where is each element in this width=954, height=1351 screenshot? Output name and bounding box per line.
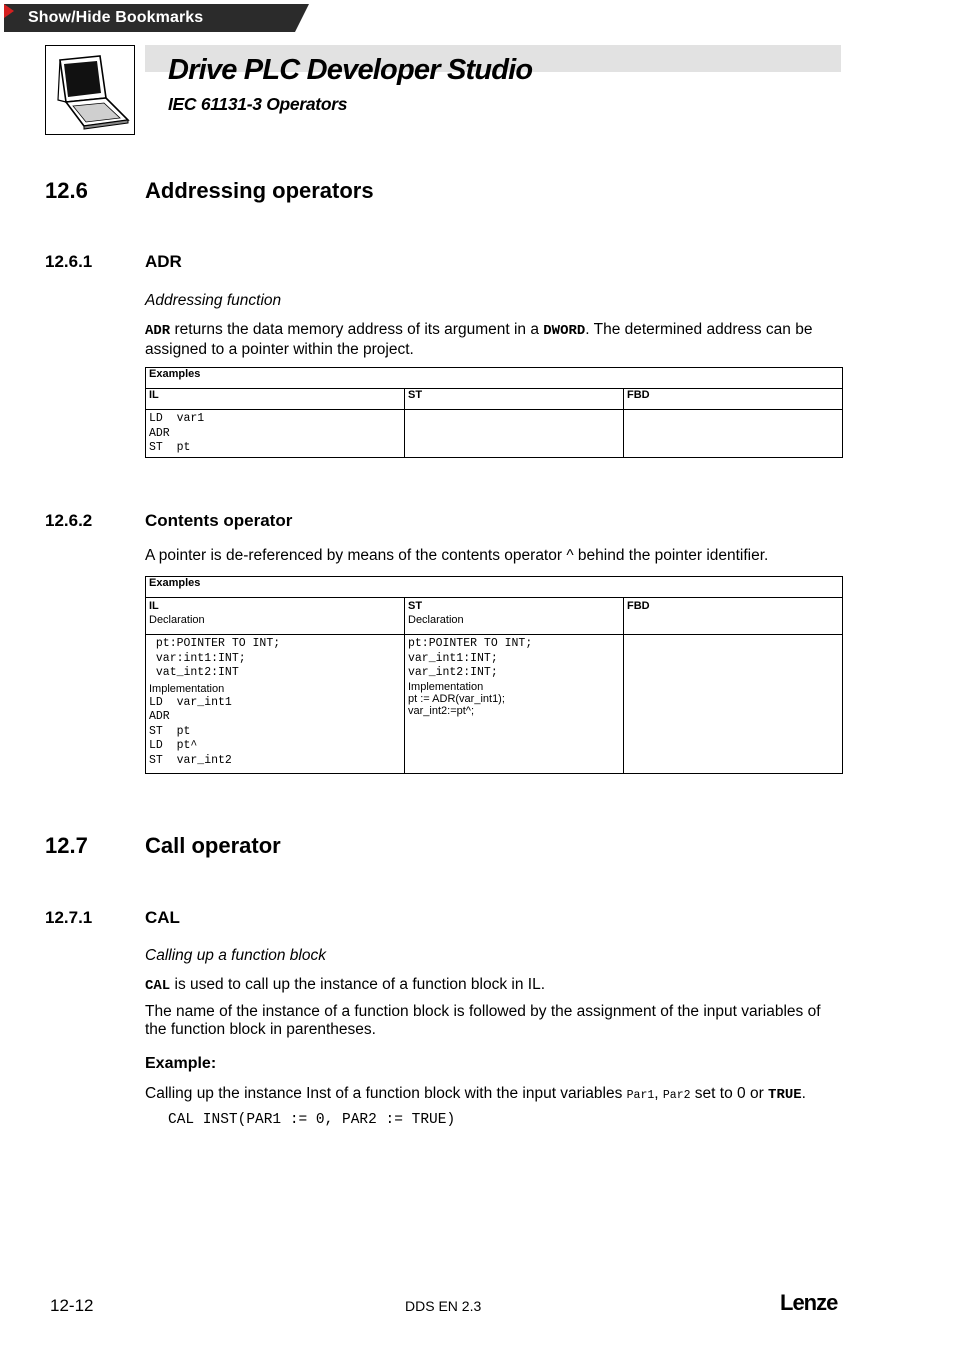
brand-logo: Lenze xyxy=(780,1290,838,1315)
examples-table xyxy=(145,367,843,458)
laptop-icon xyxy=(45,45,135,135)
fbd-cell xyxy=(624,635,843,774)
st-implementation-line: var_int2:=pt^; xyxy=(408,704,475,717)
paragraph-text: . The determined address can be assigned to a pointer within the project. xyxy=(145,321,813,358)
inline-code: ADR xyxy=(145,323,171,339)
st-declaration-code: pt:POINTER TO INT; var_int1:INT; var_int2:INT; xyxy=(408,637,533,679)
col-header-il: IL xyxy=(146,389,405,410)
document-title: Drive PLC Developer Studio xyxy=(168,54,533,86)
inline-code: Par2 xyxy=(662,1089,691,1102)
paragraph-text: Calling up the instance Inst of a function block with the input variables xyxy=(145,1085,627,1102)
section-number: 12.7 xyxy=(45,833,88,858)
il-code: LD var1 ADR ST pt xyxy=(149,412,205,454)
col-header-st: ST xyxy=(405,389,624,410)
lead-text: Addressing function xyxy=(145,292,282,309)
paragraph-text: returns the data memory address of its argument in a xyxy=(170,321,544,338)
il-declaration-code: pt:POINTER TO INT; var:int1:INT; vat_int2:INT xyxy=(155,637,281,679)
paragraph xyxy=(145,1085,845,1105)
table-caption: Examples xyxy=(146,368,843,389)
paragraph xyxy=(145,976,845,996)
fbd-cell xyxy=(624,410,843,458)
table-caption: Examples xyxy=(146,577,843,598)
subsection-number: 12.7.1 xyxy=(45,908,93,927)
code-example: CAL INST(PAR1 := 0, PAR2 := TRUE) xyxy=(168,1112,456,1128)
examples-table xyxy=(145,576,843,774)
col-header-st: ST xyxy=(408,600,423,612)
subsection-title: ADR xyxy=(145,252,182,271)
paragraph xyxy=(145,321,845,358)
inline-code: Par1 xyxy=(626,1089,655,1102)
subsection-number: 12.6.1 xyxy=(45,252,93,271)
paragraph: The name of the instance of a function block is followed by the assignment of the input variables of the function block in parentheses. xyxy=(145,1003,821,1038)
section-title: Addressing operators xyxy=(145,178,374,203)
il-implementation-code: LD var_int1 ADR ST pt LD pt^ ST var_int2 xyxy=(149,695,232,767)
subsection-number: 12.6.2 xyxy=(45,511,93,530)
col-header-fbd: FBD xyxy=(624,389,843,410)
document-subtitle: IEC 61131-3 Operators xyxy=(168,94,348,114)
subsection-title: Contents operator xyxy=(145,511,293,530)
st-implementation-line: pt := ADR(var_int1); xyxy=(408,692,505,705)
paragraph: A pointer is de-referenced by means of the contents operator ^ behind the pointer identifier. xyxy=(145,547,769,564)
paragraph-text: . xyxy=(801,1085,806,1102)
st-cell xyxy=(405,410,624,458)
declaration-label: Declaration xyxy=(149,614,205,626)
declaration-label: Declaration xyxy=(408,614,464,626)
triangle-right-icon xyxy=(4,4,14,18)
show-hide-bookmarks-button[interactable] xyxy=(4,4,309,32)
paragraph-text: set to 0 or xyxy=(690,1085,769,1102)
paragraph-text: is used to call up the instance of a function block in IL. xyxy=(170,976,546,993)
implementation-label: Implementation xyxy=(408,680,484,693)
inline-code: TRUE xyxy=(768,1087,802,1103)
section-number: 12.6 xyxy=(45,178,88,203)
section-title: Call operator xyxy=(145,833,281,858)
document-id: DDS EN 2.3 xyxy=(405,1298,482,1314)
col-header-fbd: FBD xyxy=(627,600,650,612)
inline-code: DWORD xyxy=(543,323,586,339)
implementation-label: Implementation xyxy=(149,682,225,695)
page-number: 12-12 xyxy=(50,1296,94,1315)
paragraph-text: , xyxy=(654,1085,663,1102)
col-header-il: IL xyxy=(149,600,159,612)
subsection-title: CAL xyxy=(145,908,180,927)
bookmark-tab-label: Show/Hide Bookmarks xyxy=(28,9,204,26)
lead-text: Calling up a function block xyxy=(145,947,326,964)
example-heading: Example: xyxy=(145,1055,217,1072)
inline-code: CAL xyxy=(145,978,171,994)
